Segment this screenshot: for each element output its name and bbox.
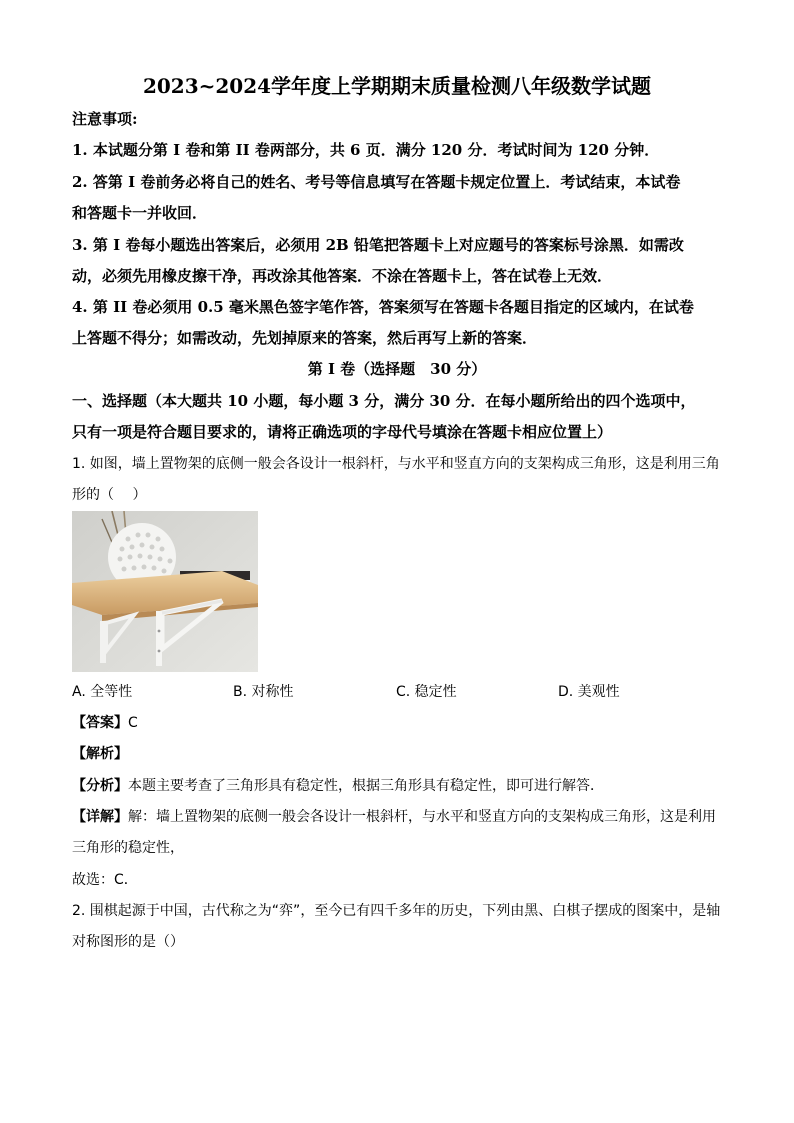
q2-stem-line-2: 对称图形的是（） — [72, 934, 184, 950]
notes-line-3: 和答题卡一并收回． — [72, 204, 208, 222]
part-one-line-1: 一、选择题（本大题共 10 小题，每小题 3 分，满分 30 分．在每小题所给出的四个选项中， — [72, 392, 696, 410]
page-title: 2023~2024学年度上学期期末质量检测八年级数学试题 — [142, 74, 652, 98]
notes-line-5: 动，必须先用橡皮擦干净，再改涂其他答案．不涂在答题卡上，答在试卷上无效． — [72, 267, 613, 285]
section-title: 第 I 卷（选择题 30 分） — [307, 360, 487, 378]
q1-option-a: A. 全等性 — [72, 684, 133, 700]
q1-stem-line-2: 形的（ ） — [72, 487, 147, 503]
notes-heading: 注意事项: — [72, 110, 138, 128]
q1-option-c: C. 稳定性 — [396, 684, 457, 700]
q1-answer-tag: 【答案】 — [72, 715, 128, 731]
q1-analysis-row — [72, 743, 732, 763]
notes-line-4: 3. 第 I 卷每小题选出答案后，必须用 2B 铅笔把答题卡上对应题号的答案标号涂黑．如需改 — [72, 236, 684, 254]
q1-option-d: D. 美观性 — [558, 684, 620, 700]
q1-answer: C — [128, 715, 138, 731]
part-one-line-2: 只有一项是符合题目要求的，请将正确选项的字母代号填涂在答题卡相应位置上） — [72, 423, 613, 441]
q1-xiangjie-line-1: 解：墙上置物架的底侧一般会各设计一根斜杆，与水平和竖直方向的支架构成三角形，这是利用 — [128, 809, 716, 825]
q1-fenxi-row — [72, 775, 732, 795]
shelf-photo — [72, 511, 258, 672]
q1-fenxi-tag: 【分析】 — [72, 778, 128, 794]
q1-option-b: B. 对称性 — [233, 684, 294, 700]
q1-xiangjie-tag: 【详解】 — [72, 809, 128, 825]
q1-conclusion: 故选：C． — [72, 872, 138, 888]
q1-fenxi: 本题主要考查了三角形具有稳定性，根据三角形具有稳定性，即可进行解答． — [128, 778, 604, 794]
q1-answer-row — [72, 712, 732, 732]
notes-line-1: 1. 本试题分第 I 卷和第 II 卷两部分，共 6 页．满分 120 分．考试时间为 120 分钟． — [72, 141, 660, 159]
q2-stem-line-1: 2. 围棋起源于中国，古代称之为“弈”，至今已有四千多年的历史，下列由黑、白棋子摆成的图案中，是轴 — [72, 903, 721, 919]
notes-line-7: 上答题不得分；如需改动，先划掉原来的答案，然后再写上新的答案． — [72, 329, 538, 347]
q1-analysis-tag: 【解析】 — [72, 746, 128, 762]
q1-stem-line-1: 1. 如图，墙上置物架的底侧一般会各设计一根斜杆，与水平和竖直方向的支架构成三角形，这是利用三角 — [72, 456, 720, 472]
notes-line-2: 2. 答第 I 卷前务必将自己的姓名、考号等信息填写在答题卡规定位置上．考试结束，本试卷 — [72, 173, 681, 191]
notes-line-6: 4. 第 II 卷必须用 0.5 毫米黑色签字笔作答，答案须写在答题卡各题目指定的区域内，在试卷 — [72, 298, 694, 316]
q1-xiangjie-line-2: 三角形的稳定性， — [72, 840, 184, 856]
q1-xiangjie-row — [72, 806, 732, 826]
